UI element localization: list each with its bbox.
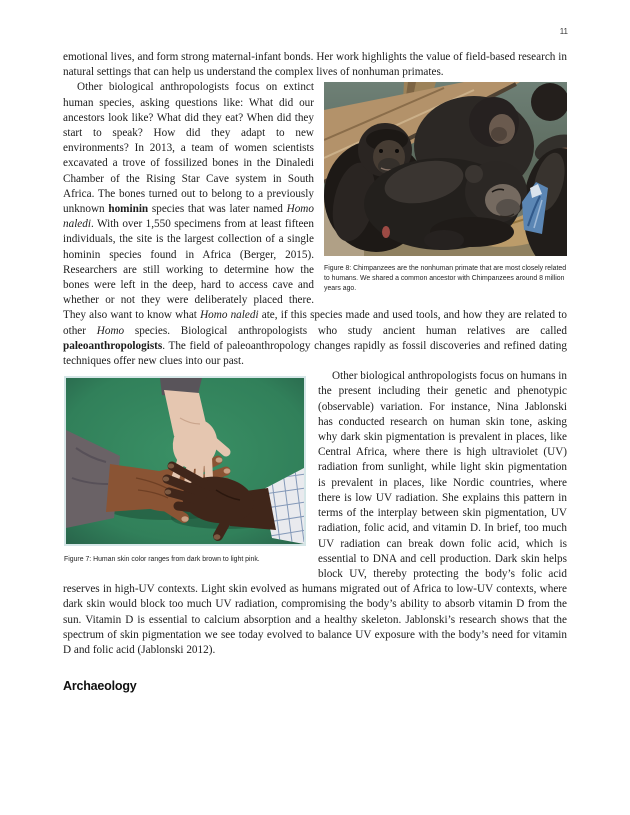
figure-7-caption: Figure 7: Human skin color ranges from dark brown to light pink. xyxy=(64,556,260,564)
section-heading-archaeology: Archaeology xyxy=(63,679,137,694)
hands-photo xyxy=(64,376,306,546)
chimpanzees-photo xyxy=(324,82,567,256)
paragraph-present-variation: Other biological anthropologists focus on humans in the present including their genetic and phenotypic (observable) variation. For instance, Nina Jablonski has conducted research on human skin tone, asking why dark skin pigmentation is prevalent in places, like Central Africa, where there is high ultraviolet (UV) radiation from sunlight, while light skin pigmentation is prevalent in places, like Nordic countries, where there is low UV radiation. She explains this pattern in terms of the interplay between skin pigmentation, UV radiation, folic acid, and vitamin D. In brief, too much UV radiation can break down folic acid, which is essential to DNA and cell production. Dark skin helps block UV, thereby protecting the body’s folic acid reserves in high-UV contexts. Light skin evolved as humans migrated out of Africa to low-UV contexts, where dark skin would block too much UV radiation, compromising the body’s ability to absorb vitamin D from the sun. Vitamin D is essential to calcium absorption and a healthy skeleton. Jablonski’s research shows that the spectrum of skin pigmentation we see today evolved to balance UV exposure with the body’s need for vitamin D and folic acid (Jablonski 2012). xyxy=(63,370,567,656)
figure-7-hands xyxy=(64,376,306,565)
paragraph-extinct-species: Other biological anthropologists focus on extinct human species, asking questions like: What did our ancestors look like? What did they eat? When did they start to speak? How did they adapt to new environments? In 2013, a team of women scientists excavated a trove of fossilized bones in the Dinaledi Chamber of the Rising Star Cave system in South Africa. The bones turned out to belong to a previously unknown hominin species that was later named Homo naledi. With over 1,550 specimens from at least fifteen individuals, the site is the largest collection of a single hominin species found in Africa (Berger, 2015). Researchers are still working to determine how the bones were left in the deep, hard to access cave and whether or not they were deliberately placed there. They also want to know what Homo naledi ate, if this species made and used tools, and how they are related to other Homo species. Biological anthropologists who study ancient human relatives are called paleoanthropologists. The field of paleoanthropology changes rapidly as fossil discoveries and refined dating techniques offer new clues into our past. xyxy=(63,81,567,368)
figure-8-chimpanzees xyxy=(324,82,567,293)
figure-8-caption: Figure 8: Chimpanzees are the nonhuman primate that are most closely related to humans. We shared a common ancestor with Chimpanzees around 8 million years ago. xyxy=(324,265,567,292)
page-number: 11 xyxy=(559,27,568,36)
paragraph-field-research: emotional lives, and form strong maternal-infant bonds. Her work highlights the value of field-based research in natural settings that can help us understand the complex lives of nonhuman primates. xyxy=(63,51,567,79)
